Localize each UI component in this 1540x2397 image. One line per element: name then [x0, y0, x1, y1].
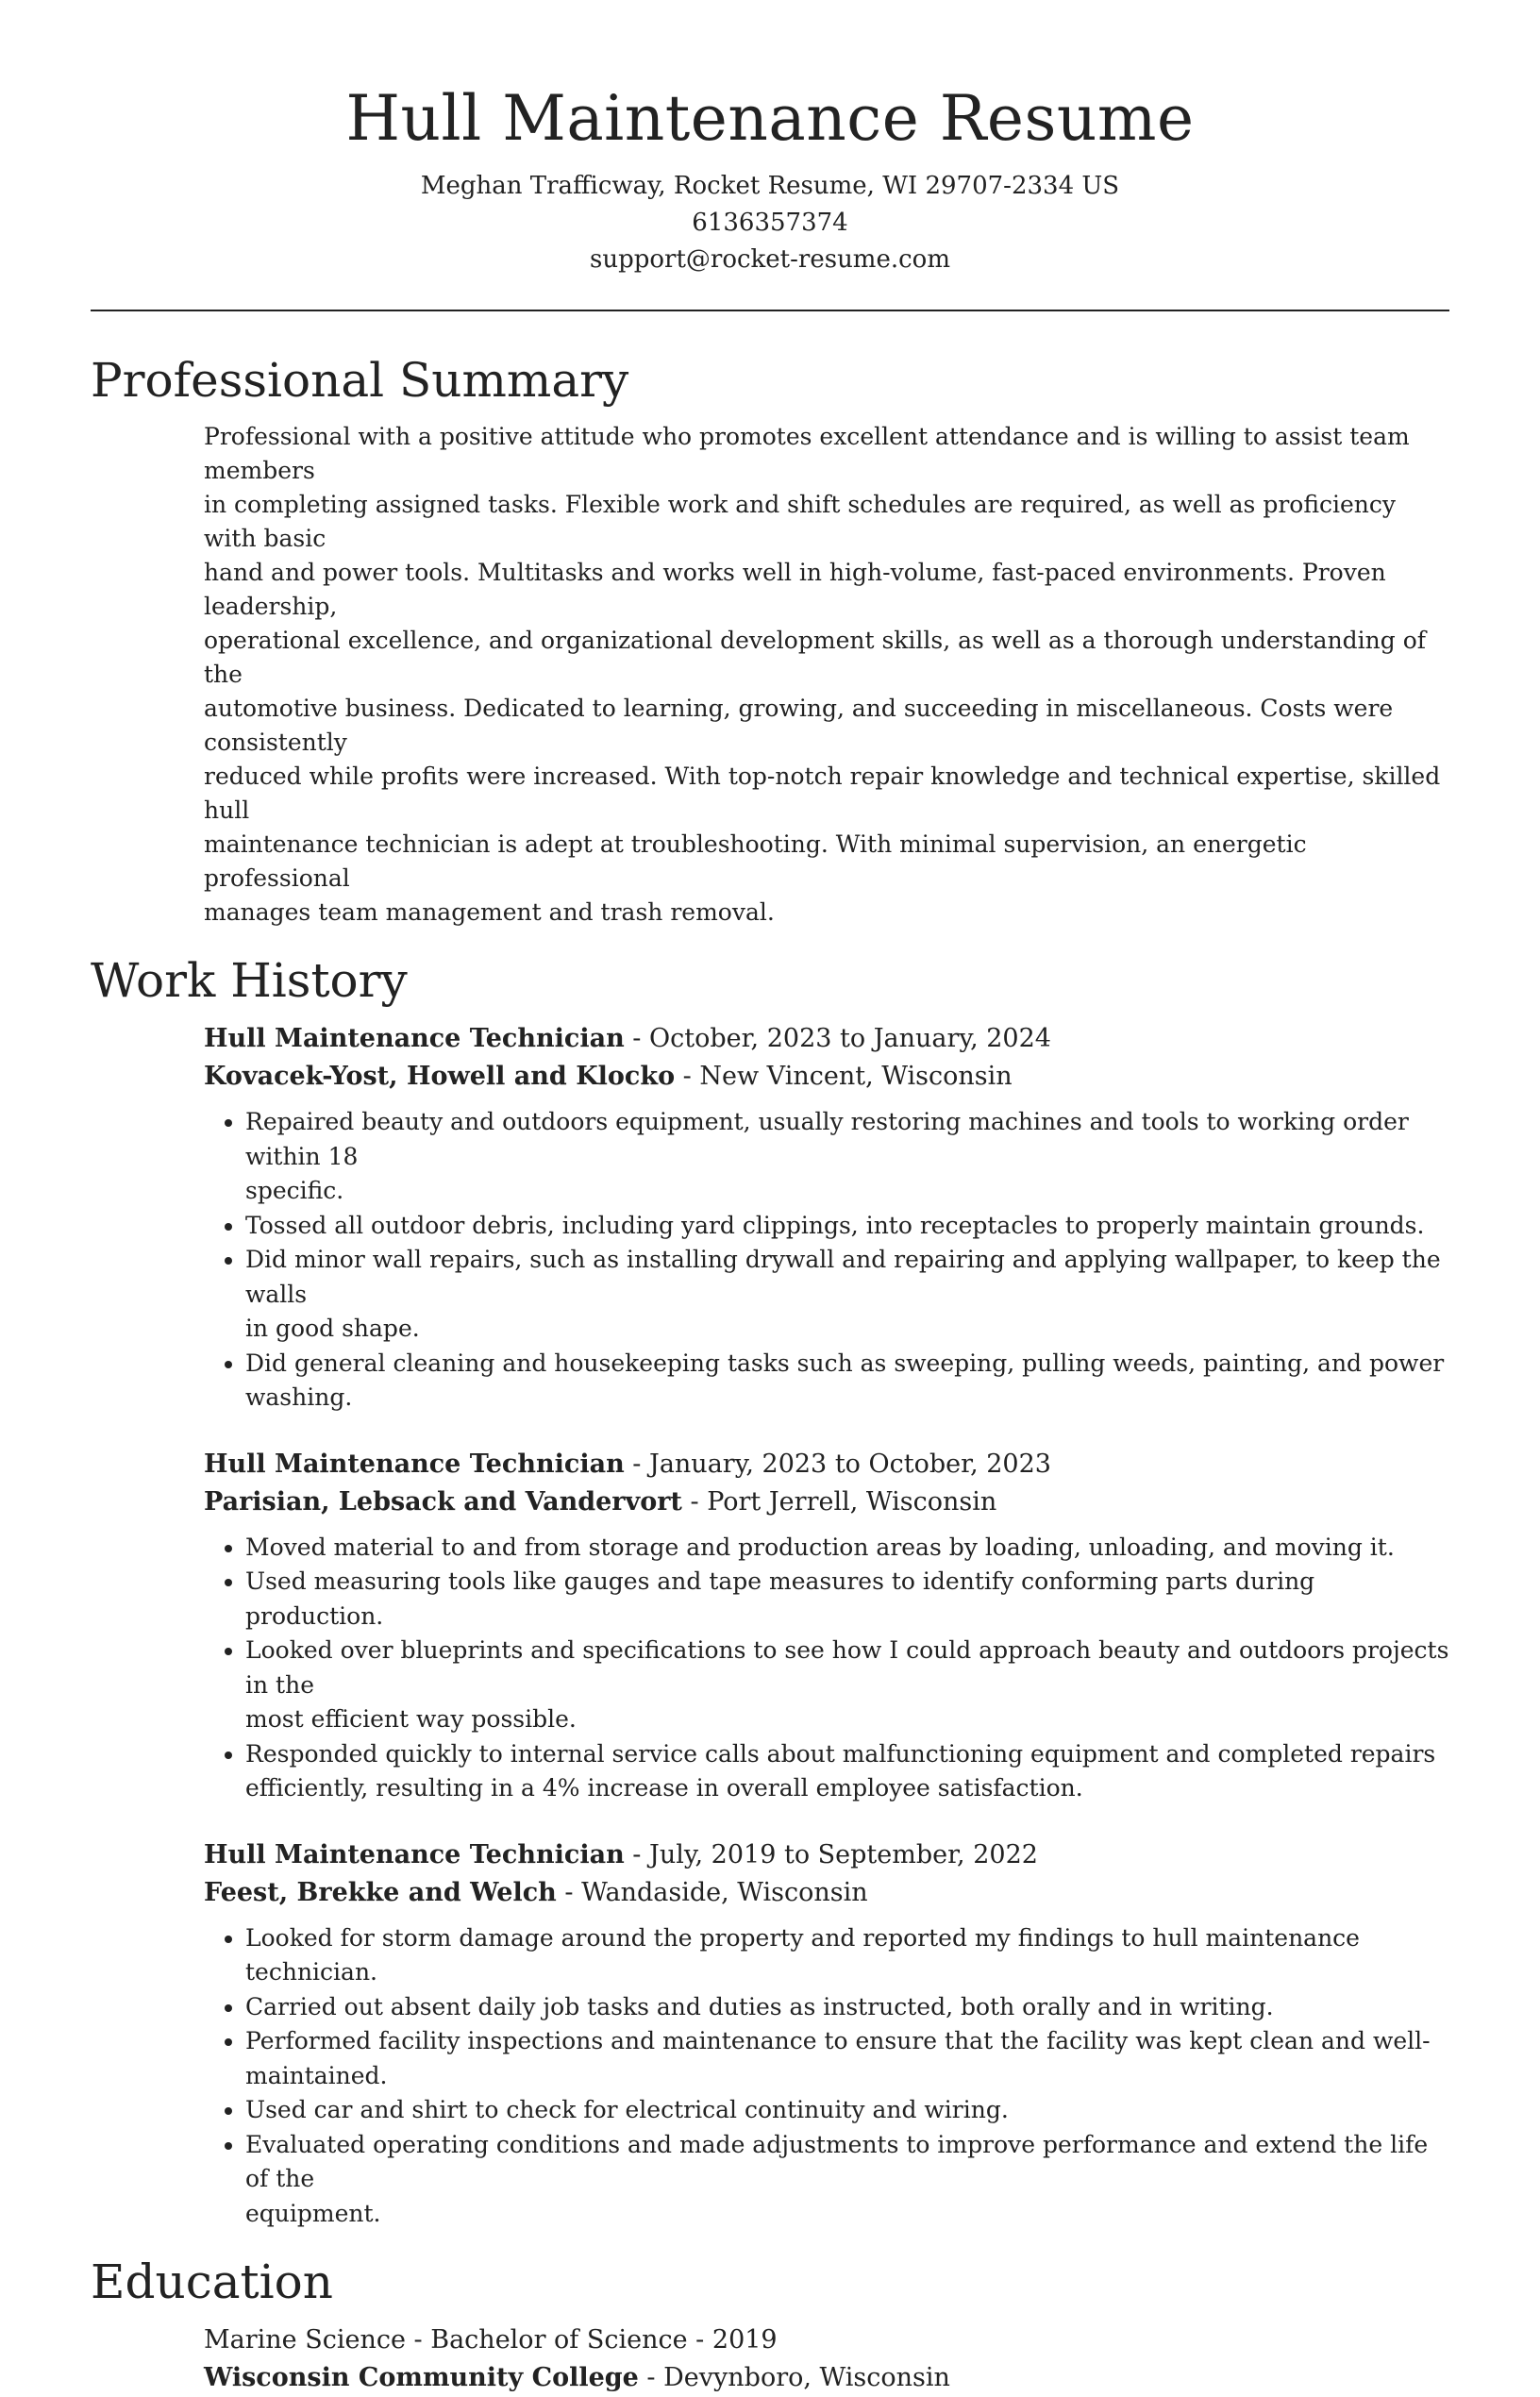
education-heading: Education	[91, 2255, 333, 2309]
contact-address: Meghan Trafficway, Rocket Resume, WI 29707-2334 US	[420, 172, 1120, 200]
job-bullet: • Used car and shirt to check for electrical continuity and wiring.	[245, 2093, 1449, 2128]
job-company: Feest, Brekke and Welch	[204, 1877, 557, 1907]
job-title: Hull Maintenance Technician	[204, 1024, 625, 1053]
job-bullet: • Carried out absent daily job tasks and duties as instructed, both orally and in writing.	[245, 1990, 1449, 2025]
header-divider	[91, 310, 1449, 311]
education-school-line	[204, 2359, 1449, 2397]
contact-block	[91, 168, 1449, 278]
job-title: Hull Maintenance Technician	[204, 1449, 625, 1479]
job-company: Kovacek-Yost, Howell and Klocko	[204, 1062, 676, 1091]
job-bullet: • Performed facility inspections and maintenance to ensure that the facility was kept clean and well- maintained.	[245, 2024, 1449, 2093]
job-location: - New Vincent, Wisconsin	[675, 1062, 1013, 1091]
job-bullet: • Looked for storm damage around the property and reported my findings to hull maintenance technician.	[245, 1921, 1449, 1990]
job-entry	[204, 1446, 1449, 1806]
job-bullet: • Looked over blueprints and specifications to see how I could approach beauty and outdoors projects in the most efficient way possible.	[245, 1634, 1449, 1737]
job-company-line	[204, 1483, 1449, 1521]
job-bullet: • Repaired beauty and outdoors equipment, usually restoring machines and tools to working order within 18 specific.	[245, 1105, 1449, 1209]
job-title-line	[204, 1446, 1449, 1483]
job-title: Hull Maintenance Technician	[204, 1839, 625, 1869]
job-company: Parisian, Lebsack and Vandervort	[204, 1486, 682, 1517]
job-entry	[204, 1020, 1449, 1416]
job-title-line	[204, 1020, 1449, 1058]
job-bullets	[204, 1531, 1449, 1806]
job-bullet: • Did general cleaning and housekeeping tasks such as sweeping, pulling weeds, painting, and power washing.	[245, 1347, 1449, 1416]
resume-title: Hull Maintenance Resume	[345, 82, 1195, 155]
education-degree-line: Marine Science - Bachelor of Science - 2019	[204, 2325, 778, 2355]
education-location: - Devynboro, Wisconsin	[638, 2363, 950, 2392]
job-dates: - July, 2019 to September, 2022	[624, 1839, 1038, 1869]
job-dates: - January, 2023 to October, 2023	[624, 1449, 1051, 1479]
contact-phone: 6136357374	[692, 209, 848, 237]
job-bullets	[204, 1921, 1449, 2232]
job-bullet: • Moved material to and from storage and production areas by loading, unloading, and moving it.	[245, 1531, 1449, 1566]
work-history-heading: Work History	[91, 953, 408, 1008]
resume-page	[91, 0, 1449, 2397]
job-bullets	[204, 1105, 1449, 1416]
job-location: - Port Jerrell, Wisconsin	[681, 1486, 997, 1517]
job-location: - Wandaside, Wisconsin	[556, 1877, 868, 1907]
job-title-line	[204, 1836, 1449, 1874]
education-school: Wisconsin Community College	[204, 2363, 639, 2392]
contact-email: support@rocket-resume.com	[589, 245, 950, 274]
resume-header	[91, 0, 1449, 278]
summary-section	[91, 352, 1449, 930]
work-history-section	[91, 952, 1449, 2231]
education-entry	[204, 2322, 1449, 2397]
job-bullet: • Used measuring tools like gauges and tape measures to identify conforming parts during production.	[245, 1565, 1449, 1634]
summary-text: Professional with a positive attitude who promotes excellent attendance and is willing to assist team members in completing assigned tasks. Flexible work and shift schedules are required, as well as proficiency with basic hand and power tools. Multitasks and works well in high-volume, fast-paced environments. Proven leadership, operational excellence, and organizational development skills, as well as a thorough understanding of the automotive business. Dedicated to learning, growing, and succeeding in miscellaneous. Costs were consistently reduced while profits were increased. With top-notch repair knowledge and technical expertise, skilled hull maintenance technician is adept at troubleshooting. With minimal supervision, an energetic professional manages team management and trash removal.	[204, 423, 1441, 926]
summary-heading: Professional Summary	[91, 353, 629, 408]
job-company-line	[204, 1058, 1449, 1096]
education-section	[91, 2254, 1449, 2397]
job-bullet: • Evaluated operating conditions and made adjustments to improve performance and extend the life of the equipment.	[245, 2128, 1449, 2232]
job-bullet: • Responded quickly to internal service calls about malfunctioning equipment and completed repairs efficiently, resulting in a 4% increase in overall employee satisfaction.	[245, 1737, 1449, 1806]
job-entry	[204, 1836, 1449, 2232]
job-bullet: • Did minor wall repairs, such as installing drywall and repairing and applying wallpaper, to keep the walls in good shape.	[245, 1243, 1449, 1347]
job-dates: - October, 2023 to January, 2024	[624, 1024, 1051, 1053]
job-company-line	[204, 1874, 1449, 1912]
job-bullet: • Tossed all outdoor debris, including yard clippings, into receptacles to properly maintain grounds.	[245, 1209, 1449, 1244]
